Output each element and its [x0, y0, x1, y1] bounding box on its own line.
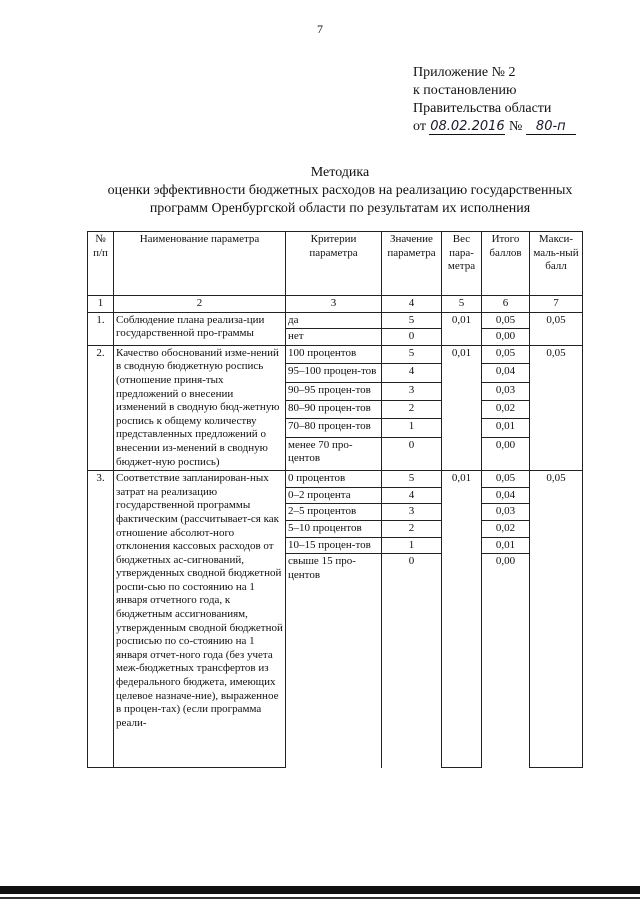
row-number: 2.: [88, 345, 114, 470]
table-row: [88, 471, 583, 488]
col-number-2: 2: [114, 296, 286, 313]
title-line-3: программ Оренбургской области по результатам их исполнения: [149, 201, 531, 216]
parameter-name: Соответствие запланирован-ных затрат на реализацию государственной программы фактическим (рассчитывает-ся как отношение абсолют-ного отклонения кассовых расходов от бюджетных ас-сигнований, утвержденных сводной бюджетной роспи-сью по состоянию на 1 января отчетного года, к бюджетным ассигнованиям, утвержденным сводной бюджетной росписью по со-стоянию на 1 января отчет-ного года (без учета меж-бюджетных трансфертов из федерального бюджета, имеющих целевое назначе-ние), выраженное в процен-тах) (если программа реали-: [114, 471, 286, 768]
criteria-cell: 2–5 процентов: [286, 504, 382, 521]
total-cell: 0,03: [482, 382, 530, 400]
criteria-cell: да: [286, 312, 382, 329]
header-total: Итого баллов: [482, 232, 530, 296]
col-number-1: 1: [88, 296, 114, 313]
table-header-row: [88, 232, 583, 296]
document-number: 80-п: [526, 119, 576, 135]
value-cell: 5: [382, 345, 442, 363]
appendix-date-line: [413, 118, 576, 136]
header-value: Значение параметра: [382, 232, 442, 296]
title-line-2: оценки эффективности бюджетных расходов на реализацию государственных: [107, 183, 573, 198]
appendix-line-3: Правительства области: [413, 101, 552, 116]
row-number: 1.: [88, 312, 114, 345]
col-number-3: 3: [286, 296, 382, 313]
criteria-cell: нет: [286, 329, 382, 346]
total-cell: 0,01: [482, 419, 530, 437]
page-number: 7: [317, 22, 323, 36]
criteria-cell: свыше 15 про-центов: [286, 554, 382, 768]
value-cell: 2: [382, 520, 442, 537]
value-cell: 1: [382, 537, 442, 554]
criteria-cell: 70–80 процен-тов: [286, 419, 382, 437]
weight-cell: 0,01: [442, 471, 482, 768]
value-cell: 5: [382, 312, 442, 329]
title-line-1: Методика: [310, 165, 370, 180]
row-number: 3.: [88, 471, 114, 768]
criteria-cell: менее 70 про-центов: [286, 437, 382, 470]
col-number-6: 6: [482, 296, 530, 313]
criteria-cell: 10–15 процен-тов: [286, 537, 382, 554]
header-weight: Вес пара-метра: [442, 232, 482, 296]
total-cell: 0,04: [482, 487, 530, 504]
total-cell: 0,01: [482, 537, 530, 554]
value-cell: 2: [382, 400, 442, 418]
total-cell: 0,04: [482, 364, 530, 382]
table-row: [88, 345, 583, 363]
value-cell: 1: [382, 419, 442, 437]
scan-border-line: [0, 897, 640, 899]
scan-border-bottom: [0, 886, 640, 894]
criteria-cell: 0–2 процента: [286, 487, 382, 504]
total-cell: 0,00: [482, 437, 530, 470]
max-score-cell: 0,05: [530, 312, 583, 345]
criteria-cell: 95–100 процен-тов: [286, 364, 382, 382]
total-cell: 0,00: [482, 554, 530, 768]
header-name: Наименование параметра: [114, 232, 286, 296]
weight-cell: 0,01: [442, 345, 482, 470]
col-number-7: 7: [530, 296, 583, 313]
value-cell: 0: [382, 437, 442, 470]
header-num: № п/п: [88, 232, 114, 296]
value-cell: 0: [382, 554, 442, 768]
value-cell: 4: [382, 487, 442, 504]
parameter-name: Качество обоснований изме-нений в сводную бюджетную роспись (отношение приня-тых предложений о внесении изменений в сводную бюд-жетную роспись к общему количеству представленных предложений о внесении из-менений в сводную бюджет-ную роспись): [114, 345, 286, 470]
value-cell: 3: [382, 382, 442, 400]
criteria-cell: 0 процентов: [286, 471, 382, 488]
total-cell: 0,00: [482, 329, 530, 346]
max-score-cell: 0,05: [530, 471, 583, 768]
value-cell: 4: [382, 364, 442, 382]
appendix-line-2: к постановлению: [413, 83, 517, 98]
evaluation-table: [87, 231, 583, 768]
document-date: 08.02.2016: [430, 119, 505, 134]
table-row: [88, 312, 583, 329]
criteria-cell: 80–90 процен-тов: [286, 400, 382, 418]
number-sign: №: [508, 119, 523, 134]
from-label: от: [413, 119, 426, 134]
max-score-cell: 0,05: [530, 345, 583, 470]
criteria-cell: 90–95 процен-тов: [286, 382, 382, 400]
appendix-line-1: Приложение № 2: [413, 65, 516, 80]
parameter-name: Соблюдение плана реализа-ции государственной про-граммы: [114, 312, 286, 345]
total-cell: 0,03: [482, 504, 530, 521]
appendix-block: [413, 64, 576, 136]
document-title: [40, 164, 640, 218]
total-cell: 0,05: [482, 345, 530, 363]
total-cell: 0,02: [482, 400, 530, 418]
col-number-4: 4: [382, 296, 442, 313]
value-cell: 5: [382, 471, 442, 488]
weight-cell: 0,01: [442, 312, 482, 345]
column-numbers-row: [88, 296, 583, 313]
total-cell: 0,05: [482, 471, 530, 488]
total-cell: 0,05: [482, 312, 530, 329]
value-cell: 3: [382, 504, 442, 521]
criteria-cell: 5–10 процентов: [286, 520, 382, 537]
col-number-5: 5: [442, 296, 482, 313]
total-cell: 0,02: [482, 520, 530, 537]
value-cell: 0: [382, 329, 442, 346]
header-max: Макси-маль-ный балл: [530, 232, 583, 296]
header-criteria: Критерии параметра: [286, 232, 382, 296]
criteria-cell: 100 процентов: [286, 345, 382, 363]
